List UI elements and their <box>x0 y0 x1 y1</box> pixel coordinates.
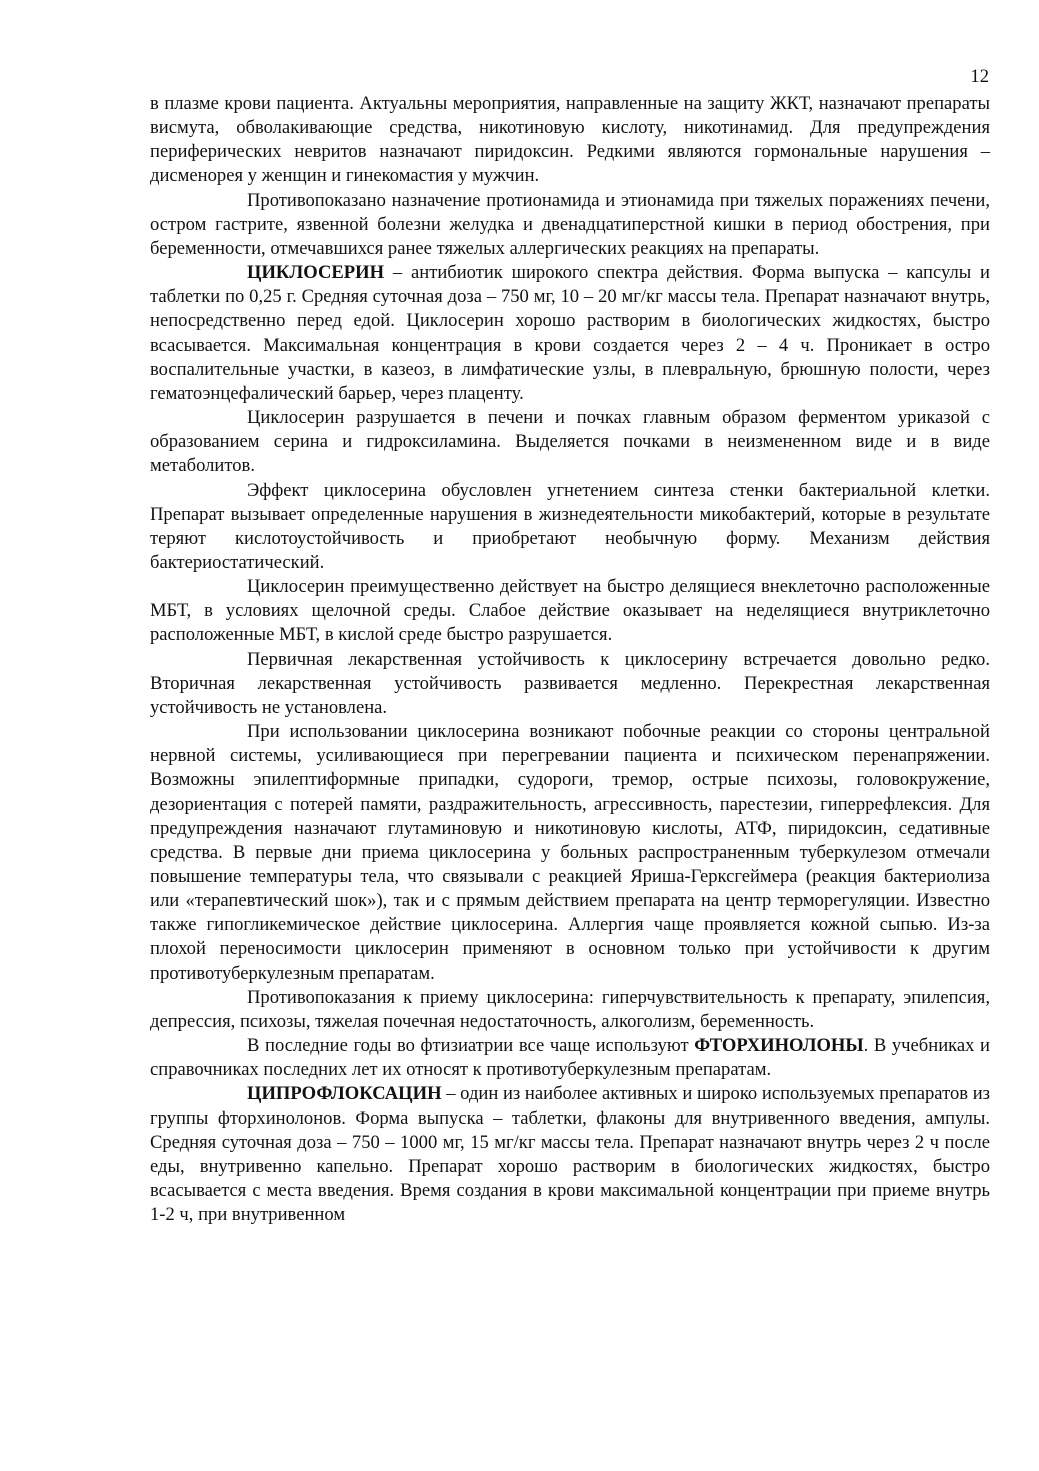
paragraph-cycloserine-action <box>150 575 990 647</box>
paragraph-text: Первичная лекарственная устойчивость к циклосерину встречается довольно редко. Вторичная лекарственная устойчивость развивается медленно. Перекрестная лекарственная устойчивость не установлена. <box>150 648 990 718</box>
drug-name-cycloserine: ЦИКЛОСЕРИН <box>247 262 385 284</box>
paragraph-text: – антибиотик широкого спектра действия. Форма выпуска – капсулы и таблетки по 0,25 г. Средняя суточная доза – 750 мг, 10 – 20 мг/кг массы тела. Препарат назначают внутрь, непосредственно перед едой. Циклосерин хорошо растворим в биологических жидкостях, быстро всасывается. Максимальная концентрация в крови создается через 2 – 4 ч. Проникает в остро воспалительные участки, в казеоз, в лимфатические узлы, в плевральную, брюшную полости, через гематоэнцефалический барьер, через плаценту. <box>150 262 990 404</box>
paragraph-text: в плазме крови пациента. Актуальны мероприятия, направленные на защиту ЖКТ, назначают препараты висмута, обволакивающие средства, никотиновую кислоту, никотинамид. Для предупреждения периферических невритов назначают пиридоксин. Редкими являются гормональные нарушения – дисменорея у женщин и гинекомастия у мужчин. <box>150 93 990 187</box>
paragraph-text: – один из наиболее активных и широко используемых препаратов из группы фторхинолонов. Форма выпуска – таблетки, флаконы для внутривенного введения, ампулы. Средняя суточная доза – 750 – 1000 мг, 15 мг/кг массы тела. Препарат назначают внутрь через 2 ч после еды, внутривенно капельно. Препарат хорошо растворим в биологических жидкостях, быстро всасывается с места введения. Время создания в крови максимальной концентрации при приеме внутрь 1-2 ч, при внутривенном <box>150 1083 990 1226</box>
paragraph-text: Эффект циклосерина обусловлен угнетением синтеза стенки бактериальной клетки. Препарат вызывает определенные нарушения в жизнедеятельности микобактерий, которые в результате теряют кислотоустойчивость и приобретают необычную форму. Механизм действия бактериостатический. <box>150 479 990 573</box>
paragraph-text: При использовании циклосерина возникают побочные реакции со стороны центральной нервной системы, усиливающиеся при перегревании пациента и психическом перенапряжении. Возможны эпилептиформные припадки, судороги, тремор, острые психозы, головокружение, дезориентация с потерей памяти, раздражительность, агрессивность, парестезии, гиперрефлексия. Для предупреждения назначают глутаминовую и никотиновую кислоты, АТФ, пиридоксин, седативные средства. В первые дни приема циклосерина у больных распространенным туберкулезом отмечали повышение температуры тела, что связывали с реакцией Яриша-Герксгеймера (реакция бактериолиза или «терапевтический шок»), так и с прямым действием препарата на центр терморегуляции. Известно также гипогликемическое действие циклосерина. Аллергия чаще проявляется кожной сыпью. Из-за плохой переносимости циклосерин применяют в основном только при устойчивости к другим противотуберкулезным препаратам. <box>150 721 990 984</box>
paragraph-text: Противопоказания к приему циклосерина: гиперчувствительность к препарату, эпилепсия, депрессия, психозы, тяжелая почечная недостаточность, алкоголизм, беременность. <box>150 986 990 1032</box>
paragraph-protionamide-side-effects <box>150 92 990 189</box>
paragraph-fluoroquinolones <box>150 1034 990 1082</box>
paragraph-cycloserine-metabolism <box>150 406 990 478</box>
paragraph-cycloserine-resistance <box>150 648 990 720</box>
paragraph-cycloserine-intro <box>150 261 990 406</box>
paragraph-cycloserine-side-effects <box>150 720 990 986</box>
drug-class-fluoroquinolones: ФТОРХИНОЛОНЫ <box>694 1035 864 1057</box>
drug-name-ciprofloxacin: ЦИПРОФЛОКСАЦИН <box>247 1083 442 1105</box>
paragraph-text-after: . В учебниках и справочниках последних лет их относят к противотуберкулезным препаратам. <box>150 1035 991 1081</box>
paragraph-text: Циклосерин разрушается в печени и почках главным образом ферментом уриказой с образованием серина и гидроксиламина. Выделяется почками в неизмененном виде и в виде метаболитов. <box>150 407 990 477</box>
paragraph-cycloserine-contraindications <box>150 986 990 1034</box>
paragraph-protionamide-contraindications <box>150 189 990 261</box>
paragraph-cycloserine-effect <box>150 479 990 576</box>
text-body <box>150 92 990 1227</box>
page-number: 12 <box>970 66 989 87</box>
paragraph-text: Противопоказано назначение протионамида и этионамида при тяжелых поражениях печени, остром гастрите, язвенной болезни желудка и двенадцатиперстной кишки в период обострения, при беременности, отмечавшихся ранее тяжелых аллергических реакциях на препараты. <box>150 189 990 259</box>
paragraph-text-before: В последние годы во фтизиатрии все чаще используют <box>247 1035 695 1057</box>
paragraph-ciprofloxacin <box>150 1082 990 1227</box>
paragraph-text: Циклосерин преимущественно действует на быстро делящиеся внеклеточно расположенные МБТ, в условиях щелочной среды. Слабое действие оказывает на неделящиеся внутриклеточно расположенные МБТ, в кислой среде быстро разрушается. <box>150 576 990 646</box>
